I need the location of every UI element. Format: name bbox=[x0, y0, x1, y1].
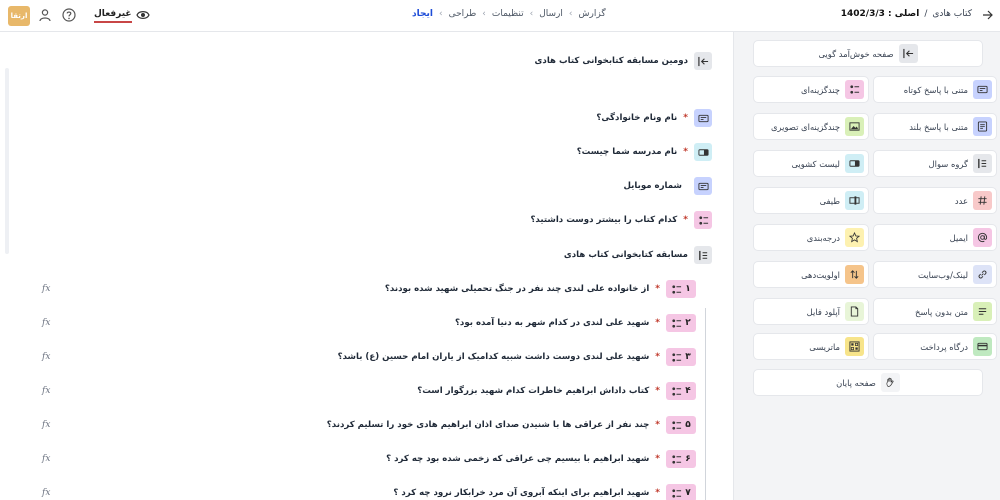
form-title-row[interactable] bbox=[535, 50, 712, 72]
type-label: اولویت‌دهی bbox=[801, 269, 840, 280]
fx-logic-button[interactable]: fx bbox=[42, 386, 51, 396]
type-short-text[interactable] bbox=[873, 76, 997, 103]
fx-logic-button[interactable]: fx bbox=[42, 352, 51, 362]
question-row[interactable] bbox=[577, 141, 712, 163]
waving-hand-icon bbox=[881, 373, 900, 392]
type-label: گروه سوال bbox=[928, 158, 968, 169]
required-mark: * bbox=[683, 113, 688, 123]
type-matrix[interactable] bbox=[753, 333, 869, 360]
sub-question-row[interactable] bbox=[386, 448, 696, 470]
question-text: کدام کتاب را بیشتر دوست داشتید؟ bbox=[530, 215, 678, 225]
type-label: متنی با پاسخ کوتاه bbox=[903, 84, 968, 95]
form-title: دومین مسابقه کتابخوانی کتاب هادی bbox=[534, 56, 688, 66]
status-toggle[interactable]: غیرفعال bbox=[94, 9, 132, 23]
end-page-button[interactable] bbox=[753, 369, 983, 396]
type-dropdown-list[interactable] bbox=[753, 150, 869, 177]
type-label: لیست کشویی bbox=[791, 158, 840, 169]
question-types-sidebar bbox=[733, 32, 1000, 500]
upgrade-button[interactable]: ارتقا bbox=[8, 6, 30, 26]
type-label: درگاه پرداخت bbox=[920, 341, 968, 352]
sub-question-row[interactable] bbox=[385, 278, 696, 300]
type-email[interactable] bbox=[873, 224, 997, 251]
tab-report[interactable]: گزارش bbox=[578, 9, 606, 19]
statement-icon bbox=[973, 302, 992, 321]
matrix-icon bbox=[845, 337, 864, 356]
multiple-choice-icon bbox=[666, 280, 696, 298]
type-file-upload[interactable] bbox=[753, 298, 869, 325]
welcome-page-icon bbox=[899, 44, 918, 63]
sub-question-row[interactable] bbox=[455, 312, 696, 334]
type-label: طیفی bbox=[819, 195, 840, 206]
multiple-choice-icon bbox=[694, 211, 712, 229]
type-rating[interactable] bbox=[753, 224, 869, 251]
file-upload-icon bbox=[845, 302, 864, 321]
email-icon bbox=[973, 228, 992, 247]
required-mark: * bbox=[655, 284, 660, 294]
type-image-choice[interactable] bbox=[753, 113, 869, 140]
breadcrumb-slash: / bbox=[924, 9, 928, 19]
question-number: ۴ bbox=[685, 386, 691, 396]
required-mark: * bbox=[655, 318, 660, 328]
type-label: متنی با پاسخ بلند bbox=[909, 121, 968, 132]
question-number: ۷ bbox=[685, 488, 691, 498]
type-label: عدد bbox=[954, 195, 968, 206]
type-priority[interactable] bbox=[753, 261, 869, 288]
question-text: شهید علی لندی در کدام شهر به دنیا آمده بود؟ bbox=[454, 318, 650, 328]
multiple-choice-icon bbox=[666, 382, 696, 400]
type-multiple-choice[interactable] bbox=[753, 76, 869, 103]
question-group-row[interactable] bbox=[564, 244, 712, 266]
welcome-page-label: صفحه خوش‌آمد گویی bbox=[818, 48, 894, 59]
multiple-choice-icon bbox=[666, 484, 696, 500]
question-number: ۵ bbox=[685, 420, 691, 430]
sub-question-row[interactable] bbox=[417, 380, 696, 402]
type-number[interactable] bbox=[873, 187, 997, 214]
type-link[interactable] bbox=[873, 261, 997, 288]
required-mark: * bbox=[655, 488, 660, 498]
number-icon bbox=[973, 191, 992, 210]
fx-logic-button[interactable]: fx bbox=[42, 420, 51, 430]
back-arrow-icon[interactable] bbox=[980, 8, 994, 22]
image-choice-icon bbox=[845, 117, 864, 136]
question-group-icon bbox=[973, 154, 992, 173]
breadcrumb bbox=[841, 9, 972, 19]
question-text: نام مدرسه شما چیست؟ bbox=[576, 147, 678, 157]
required-mark: * bbox=[683, 215, 688, 225]
question-text: شهید علی لندی دوست داشت شبیه کدامیک از یاران امام حسین (ع) باشد؟ bbox=[337, 352, 650, 362]
dropdown-list-icon bbox=[845, 154, 864, 173]
type-label: ماتریسی bbox=[809, 341, 840, 352]
main-nav bbox=[412, 9, 606, 19]
breadcrumb-current: اصلی : 1402/3/3 bbox=[840, 9, 920, 19]
fx-logic-button[interactable]: fx bbox=[42, 488, 51, 498]
tab-settings[interactable]: تنظیمات bbox=[491, 9, 524, 19]
type-label: متن بدون پاسخ bbox=[915, 306, 968, 317]
type-label: لینک/وب‌سایت bbox=[918, 269, 968, 280]
top-bar bbox=[0, 0, 1000, 32]
fx-logic-button[interactable]: fx bbox=[42, 284, 51, 294]
nav-separator: › bbox=[529, 9, 534, 19]
spectrum-icon bbox=[845, 191, 864, 210]
priority-icon bbox=[845, 265, 864, 284]
question-text: شهید ابراهیم با بیسیم چی عراقی که زخمی شده بود چه کرد ؟ bbox=[386, 454, 650, 464]
sub-question-row[interactable] bbox=[338, 346, 696, 368]
type-statement[interactable] bbox=[873, 298, 997, 325]
question-text: شهید ابراهیم برای اینکه آبروی آن مرد خرابکار نرود چه کرد ؟ bbox=[393, 488, 650, 498]
type-question-group[interactable] bbox=[873, 150, 997, 177]
question-number: ۱ bbox=[685, 284, 691, 294]
multiple-choice-icon bbox=[666, 314, 696, 332]
multiple-choice-icon bbox=[845, 80, 864, 99]
required-mark: * bbox=[655, 420, 660, 430]
eye-icon[interactable] bbox=[136, 8, 150, 22]
question-number: ۶ bbox=[685, 454, 691, 464]
required-mark: * bbox=[683, 147, 688, 157]
question-number: ۲ bbox=[685, 318, 691, 328]
multiple-choice-icon bbox=[666, 450, 696, 468]
scroll-track[interactable] bbox=[5, 68, 9, 254]
type-spectrum[interactable] bbox=[753, 187, 869, 214]
short-text-icon bbox=[694, 109, 712, 127]
question-row[interactable] bbox=[596, 107, 712, 129]
question-text: کتاب داداش ابراهیم خاطرات کدام شهید بزرگوار است؟ bbox=[417, 386, 650, 396]
rating-star-icon bbox=[845, 228, 864, 247]
nav-separator: › bbox=[482, 9, 486, 19]
question-row[interactable] bbox=[530, 209, 712, 231]
breadcrumb-root[interactable]: کتاب هادی bbox=[932, 9, 972, 19]
multiple-choice-icon bbox=[666, 348, 696, 366]
type-payment-gateway[interactable] bbox=[873, 333, 997, 360]
sub-question-row[interactable] bbox=[393, 482, 696, 500]
type-label: چندگزینه‌ای تصویری bbox=[770, 121, 840, 132]
nav-separator: › bbox=[438, 9, 443, 19]
question-group-icon bbox=[694, 246, 712, 264]
long-text-icon bbox=[973, 117, 992, 136]
required-mark: * bbox=[655, 454, 660, 464]
type-long-text[interactable] bbox=[873, 113, 997, 140]
type-label: چندگزینه‌ای bbox=[801, 84, 840, 95]
payment-gateway-icon bbox=[973, 337, 992, 356]
short-text-icon bbox=[694, 177, 712, 195]
type-label: درجه‌بندی bbox=[806, 232, 840, 243]
user-icon[interactable] bbox=[38, 8, 52, 22]
welcome-page-button[interactable] bbox=[753, 40, 983, 67]
question-text: شماره موبایل bbox=[623, 181, 682, 191]
end-page-label: صفحه پایان bbox=[836, 377, 876, 388]
dropdown-list-icon bbox=[694, 143, 712, 161]
type-label: آپلود فایل bbox=[806, 306, 840, 317]
question-text: چند نفر از عراقی ها با شنیدن صدای اذان ابراهیم هادی خود را تسلیم کردند؟ bbox=[326, 420, 650, 430]
required-mark: * bbox=[655, 386, 660, 396]
nav-separator: › bbox=[568, 9, 573, 19]
required-mark: * bbox=[655, 352, 660, 362]
question-number: ۳ bbox=[685, 352, 691, 362]
question-text: از خانواده علی لندی چند نفر در جنگ تحمیلی شهید شده بودند؟ bbox=[384, 284, 650, 294]
form-canvas bbox=[0, 32, 732, 500]
type-label: ایمیل bbox=[949, 232, 968, 243]
question-row[interactable] bbox=[623, 175, 712, 197]
tab-design[interactable]: طراحی bbox=[448, 9, 477, 19]
tab-create[interactable]: ایجاد bbox=[412, 9, 433, 19]
link-icon bbox=[973, 265, 992, 284]
question-text: نام ونام خانوادگی؟ bbox=[596, 113, 678, 123]
tab-send[interactable]: ارسال bbox=[539, 9, 563, 19]
fx-logic-button[interactable]: fx bbox=[42, 454, 51, 464]
sub-question-row[interactable] bbox=[327, 414, 696, 436]
multiple-choice-icon bbox=[666, 416, 696, 434]
help-icon[interactable] bbox=[62, 8, 76, 22]
group-title: مسابقه کتابخوانی کتاب هادی bbox=[563, 250, 688, 260]
short-text-icon bbox=[973, 80, 992, 99]
fx-logic-button[interactable]: fx bbox=[42, 318, 51, 328]
welcome-page-icon bbox=[694, 52, 712, 70]
group-connector-line bbox=[705, 308, 706, 500]
